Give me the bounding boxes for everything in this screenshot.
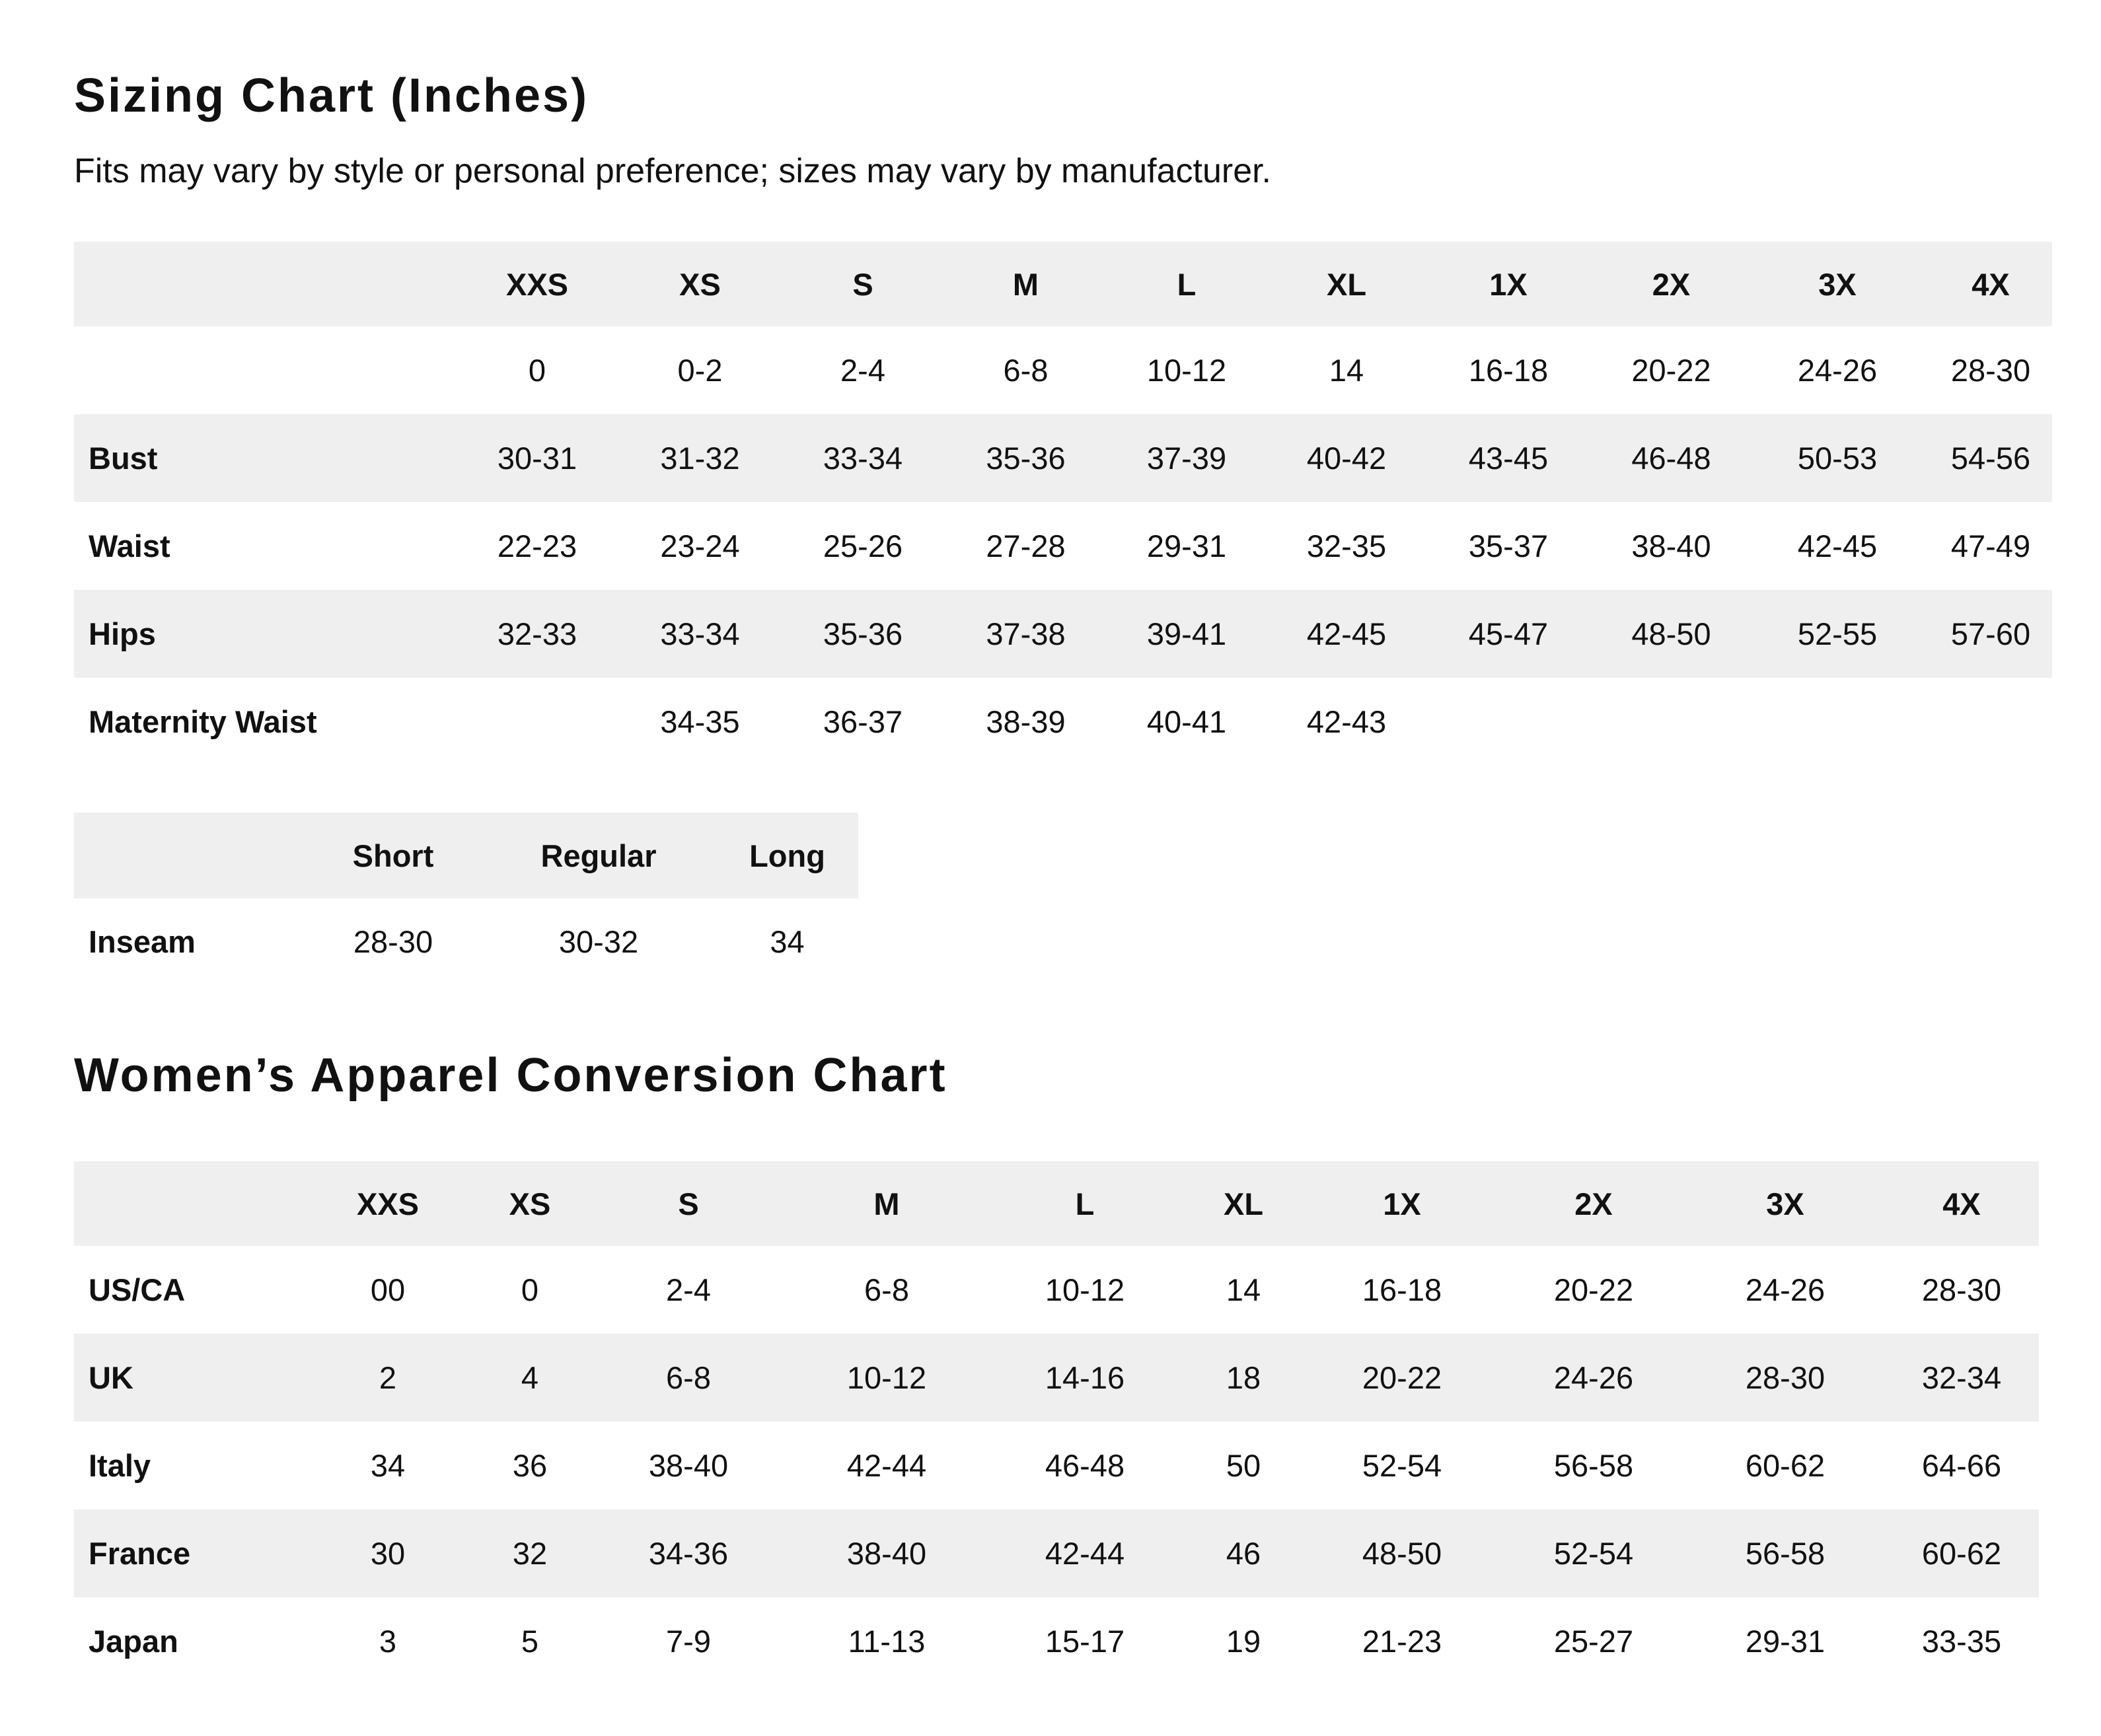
table-cell: 34 xyxy=(770,923,805,959)
table-cell: 48-50 xyxy=(1303,1509,1501,1597)
table-cell: 32-35 xyxy=(1306,528,1387,563)
table-cell: 20-22 xyxy=(1631,353,1711,388)
table-cell: 21-23 xyxy=(1362,1624,1442,1659)
column-header-4x: 4X xyxy=(1929,242,2052,326)
table-cell xyxy=(1420,678,1597,766)
header-corner-cell xyxy=(74,813,305,898)
table-cell: 43-45 xyxy=(1420,414,1597,502)
column-header-4x: 4X xyxy=(1884,1161,2039,1246)
inseam-table xyxy=(74,813,858,984)
row-label-uk: UK xyxy=(74,1334,305,1422)
table-cell: 60-62 xyxy=(1884,1509,2039,1597)
table-cell: 37-38 xyxy=(951,590,1100,678)
table-cell: 24-26 xyxy=(1745,1272,1825,1307)
table-cell: 42-45 xyxy=(1273,590,1420,678)
column-header-xxs: XXS xyxy=(305,1161,470,1246)
table-row xyxy=(74,590,2052,678)
table-cell: 29-31 xyxy=(1745,1624,1825,1659)
table-cell: 16-18 xyxy=(1468,353,1549,388)
table-cell: 42-44 xyxy=(846,1448,927,1483)
table-cell: 25-27 xyxy=(1553,1624,1634,1659)
table-cell: 56-58 xyxy=(1553,1448,1634,1483)
table-cell: 5 xyxy=(521,1624,539,1659)
table-cell: 39-41 xyxy=(1100,590,1273,678)
column-header-xl: XL xyxy=(1184,1161,1303,1246)
table-cell: 40-41 xyxy=(1146,704,1227,739)
row-label-bust: Bust xyxy=(74,414,449,502)
sizing-chart-title: Sizing Chart (Inches) xyxy=(74,69,589,122)
column-header-s: S xyxy=(774,242,951,326)
column-header-m: M xyxy=(951,242,1100,326)
column-header-3x: 3X xyxy=(1686,1161,1884,1246)
sizing-chart-subtitle: Fits may vary by style or personal preference; sizes may vary by manufacturer. xyxy=(74,152,1272,190)
table-cell: 35-37 xyxy=(1468,528,1549,563)
table-cell: 30 xyxy=(305,1509,470,1597)
table-cell: 29-31 xyxy=(1146,528,1227,563)
table-row xyxy=(74,502,2052,590)
table-row xyxy=(74,1422,2039,1509)
row-label-inseam: Inseam xyxy=(89,923,196,959)
column-header-l: L xyxy=(1100,242,1273,326)
sizing-table xyxy=(74,242,2052,766)
column-header-l: L xyxy=(986,1161,1184,1246)
table-cell: 33-35 xyxy=(1921,1624,2002,1659)
table-cell: 34-35 xyxy=(660,704,740,739)
table-cell: 2 xyxy=(305,1334,470,1422)
table-cell: 14 xyxy=(1226,1272,1261,1307)
table-cell: 28-30 xyxy=(1921,1272,2002,1307)
column-header-xs: XS xyxy=(470,1161,589,1246)
table-cell: 52-54 xyxy=(1501,1509,1686,1597)
column-header-xl: XL xyxy=(1273,242,1420,326)
table-cell: 10-12 xyxy=(788,1334,986,1422)
table-cell xyxy=(1597,678,1746,766)
table-cell: 11-13 xyxy=(848,1624,926,1659)
table-header-row xyxy=(74,813,858,898)
table-cell: 18 xyxy=(1184,1334,1303,1422)
table-cell: 2-4 xyxy=(840,353,885,388)
table-cell: 36-37 xyxy=(823,704,903,739)
table-row xyxy=(74,1509,2039,1597)
table-cell: 37-39 xyxy=(1100,414,1273,502)
table-row xyxy=(74,1334,2039,1422)
table-cell: 6-8 xyxy=(864,1272,909,1307)
row-label-waist: Waist xyxy=(89,528,170,563)
table-cell: 35-36 xyxy=(951,414,1100,502)
table-cell: 32-34 xyxy=(1884,1334,2039,1422)
table-row xyxy=(74,678,2052,766)
column-header-1x: 1X xyxy=(1303,1161,1501,1246)
table-header-row xyxy=(74,242,2052,326)
table-row xyxy=(74,1246,2039,1334)
table-cell: 50-53 xyxy=(1746,414,1929,502)
table-row xyxy=(74,898,858,984)
table-cell: 16-18 xyxy=(1362,1272,1442,1307)
table-cell: 46-48 xyxy=(1045,1448,1125,1483)
column-header-m: M xyxy=(788,1161,986,1246)
table-cell: 23-24 xyxy=(660,528,740,563)
table-cell: 0-2 xyxy=(677,353,723,388)
table-cell: 28-30 xyxy=(1950,353,2031,388)
column-header-short: Short xyxy=(305,813,481,898)
table-cell: 28-30 xyxy=(1686,1334,1884,1422)
table-cell: 20-22 xyxy=(1553,1272,1634,1307)
column-header-xs: XS xyxy=(626,242,774,326)
row-label-france: France xyxy=(74,1509,305,1597)
row-label xyxy=(74,326,449,414)
table-cell: 50 xyxy=(1226,1448,1261,1483)
table-cell: 24-26 xyxy=(1797,353,1878,388)
table-cell: 33-34 xyxy=(626,590,774,678)
table-cell: 56-58 xyxy=(1686,1509,1884,1597)
row-label-maternity-waist: Maternity Waist xyxy=(89,704,317,739)
table-cell: 00 xyxy=(370,1272,406,1307)
table-cell: 57-60 xyxy=(1929,590,2052,678)
table-cell: 33-34 xyxy=(774,414,951,502)
header-corner-cell xyxy=(74,242,449,326)
table-cell: 60-62 xyxy=(1745,1448,1825,1483)
table-cell: 25-26 xyxy=(823,528,903,563)
table-cell: 14-16 xyxy=(986,1334,1184,1422)
table-cell: 22-23 xyxy=(497,528,577,563)
table-cell: 31-32 xyxy=(626,414,774,502)
table-cell: 34 xyxy=(370,1448,406,1483)
table-cell: 7-9 xyxy=(666,1624,711,1659)
column-header-3x: 3X xyxy=(1746,242,1929,326)
table-cell: 6-8 xyxy=(589,1334,788,1422)
table-cell: 34-36 xyxy=(589,1509,788,1597)
column-header-1x: 1X xyxy=(1420,242,1597,326)
header-corner-cell xyxy=(74,1161,305,1246)
table-cell: 64-66 xyxy=(1921,1448,2002,1483)
table-cell: 15-17 xyxy=(1045,1624,1125,1659)
table-cell: 45-47 xyxy=(1420,590,1597,678)
row-label-us-ca: US/CA xyxy=(89,1272,186,1307)
column-header-2x: 2X xyxy=(1501,1161,1686,1246)
table-cell: 24-26 xyxy=(1501,1334,1686,1422)
table-cell: 10-12 xyxy=(1146,353,1227,388)
table-cell: 46-48 xyxy=(1597,414,1746,502)
table-cell: 32 xyxy=(470,1509,589,1597)
table-cell: 32-33 xyxy=(449,590,626,678)
table-cell: 0 xyxy=(528,353,546,388)
table-cell: 38-39 xyxy=(986,704,1066,739)
table-cell: 27-28 xyxy=(986,528,1066,563)
table-cell: 20-22 xyxy=(1303,1334,1501,1422)
table-cell: 47-49 xyxy=(1950,528,2031,563)
column-header-2x: 2X xyxy=(1597,242,1746,326)
table-cell: 42-43 xyxy=(1306,704,1387,739)
table-row xyxy=(74,414,2052,502)
table-cell: 52-55 xyxy=(1746,590,1929,678)
conversion-chart-title: Women’s Apparel Conversion Chart xyxy=(74,1049,947,1102)
table-cell: 4 xyxy=(470,1334,589,1422)
table-cell: 19 xyxy=(1226,1624,1261,1659)
table-cell: 40-42 xyxy=(1273,414,1420,502)
column-header-regular: Regular xyxy=(481,813,716,898)
row-label-japan: Japan xyxy=(89,1624,178,1659)
table-cell xyxy=(1746,678,1929,766)
table-cell xyxy=(449,678,626,766)
table-cell: 3 xyxy=(379,1624,397,1659)
row-label-hips: Hips xyxy=(74,590,449,678)
table-cell: 0 xyxy=(521,1272,539,1307)
table-cell: 42-45 xyxy=(1797,528,1878,563)
table-cell: 10-12 xyxy=(1045,1272,1125,1307)
table-header-row xyxy=(74,1161,2039,1246)
table-cell: 38-40 xyxy=(788,1509,986,1597)
table-cell: 6-8 xyxy=(1003,353,1049,388)
table-cell: 2-4 xyxy=(666,1272,711,1307)
table-cell xyxy=(1929,678,2052,766)
column-header-long: Long xyxy=(716,813,858,898)
table-cell: 38-40 xyxy=(648,1448,729,1483)
table-cell: 48-50 xyxy=(1597,590,1746,678)
table-row xyxy=(74,1597,2039,1685)
table-cell: 14 xyxy=(1329,353,1364,388)
table-row xyxy=(74,326,2052,414)
table-cell: 35-36 xyxy=(774,590,951,678)
conversion-table xyxy=(74,1161,2039,1685)
column-header-s: S xyxy=(589,1161,788,1246)
table-cell: 28-30 xyxy=(353,923,433,959)
table-cell: 38-40 xyxy=(1631,528,1711,563)
table-cell: 30-31 xyxy=(449,414,626,502)
table-cell: 52-54 xyxy=(1362,1448,1442,1483)
table-cell: 46 xyxy=(1184,1509,1303,1597)
row-label-italy: Italy xyxy=(89,1448,151,1483)
table-cell: 42-44 xyxy=(986,1509,1184,1597)
table-cell: 54-56 xyxy=(1929,414,2052,502)
table-cell: 36 xyxy=(512,1448,548,1483)
table-cell: 30-32 xyxy=(558,923,639,959)
column-header-xxs: XXS xyxy=(449,242,626,326)
